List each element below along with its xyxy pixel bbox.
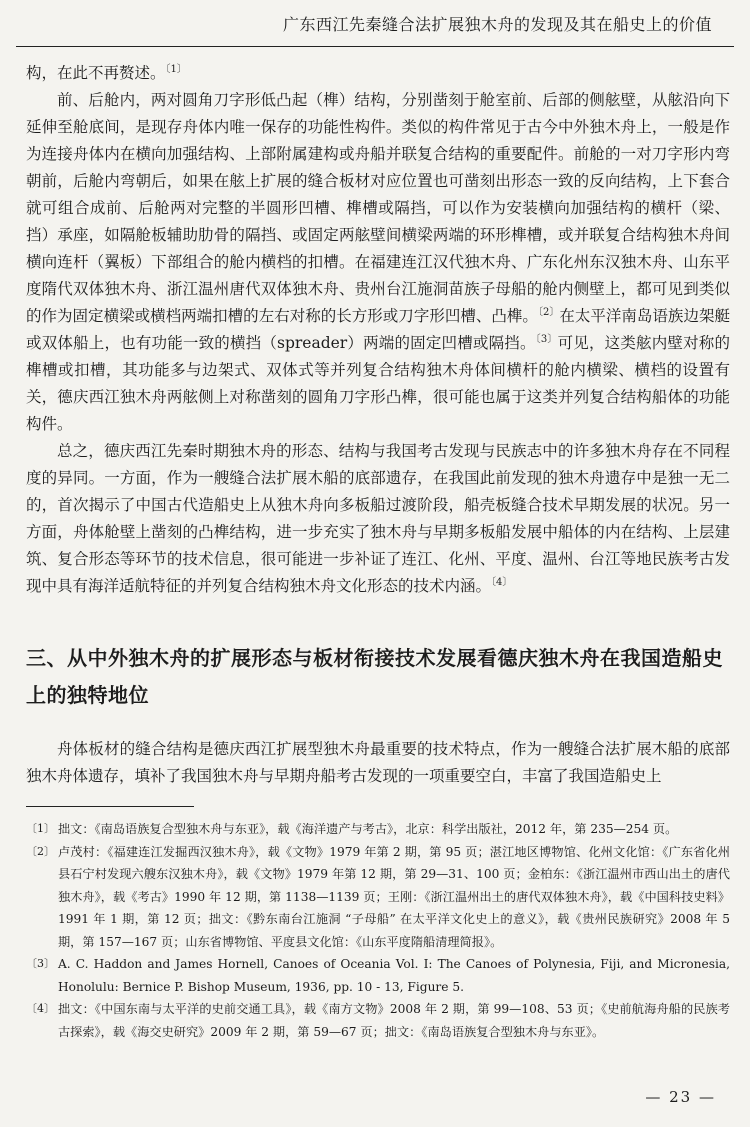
section-heading: 三、从中外独木舟的扩展形态与板材衔接技术发展看德庆独木舟在我国造船史上的独特地位 (26, 646, 723, 707)
footnote-ref-1[interactable]: 〔1〕 (165, 63, 187, 75)
paragraph-text: 构，在此不再赘述。 (26, 64, 166, 82)
paragraph-summary (26, 438, 730, 600)
footnote-divider (26, 806, 194, 807)
footnote-ref-4[interactable]: 〔4〕 (491, 576, 513, 588)
running-header: 广东西江先秦缝合法扩展独木舟的发现及其在船史上的价值 (282, 15, 712, 34)
footnote-number: 〔3〕 (26, 957, 55, 970)
footnote-ref-2[interactable]: 〔2〕 (537, 306, 560, 318)
footnote-item (26, 953, 730, 998)
paragraph-tenon-structure (26, 87, 730, 438)
header-rule (16, 46, 734, 47)
footnote-number: 〔2〕 (26, 844, 55, 858)
footnote-item (26, 841, 730, 954)
paragraph-section-intro: 舟体板材的缝合结构是德庆西江扩展型独木舟最重要的技术特点，作为一艘缝合法扩展木船的底部独木舟体遗存，填补了我国独木舟与早期舟船考古发现的一项重要空白，丰富了我国造船史上 (26, 740, 730, 785)
footnote-ref-3[interactable]: 〔3〕 (535, 333, 558, 345)
paragraph-continuation (26, 60, 730, 87)
footnote-text: 拙文：《南岛语族复合型独木舟与东亚》，载《海洋遗产与考古》，北京：科学出版社，2012 年，第 235—254 页。 (58, 822, 678, 836)
footnote-number: 〔1〕 (26, 822, 55, 835)
paragraph-text: 在太平洋南岛语族边架艇或双体船上，也有功能一致的横挡（spreader）两端的固定凹槽或隔挡。 (26, 307, 730, 352)
section-body (26, 736, 730, 790)
footnote-text: A. C. Haddon and James Hornell, Canoes of Oceania Vol. I: The Canoes of Polynesia, Fiji, and Micronesia, Honolulu: Bernice P. Bishop Museum, 1936, pp. 10 - 13, Figure 5. (58, 957, 730, 994)
paragraph-text: 前、后舱内，两对圆角刀字形低凸起（榫）结构，分别凿刻于舱室前、后部的侧舷壁，从舷沿向下延伸至舱底间，是现存舟体内唯一保存的功能性构件。类似的构件常见于古今中外独木舟上，一般是作为连接舟体内在横向加强结构、上部附属建构或舟船并联复合结构的重要配件。前舱的一对刀字形内弯朝前，后舱内弯朝后，如果在舷上扩展的缝合板材对应位置也可凿刻出形态一致的反向结构，上下套合就可组合成前、后舱两对完整的半圆形凹槽、榫槽或隔挡，可以作为安装横向加强结构的横杆（梁、挡）承座，如隔舱板辅助肋骨的隔挡、或固定两舷壁间横梁两端的环形榫槽，或并联复合结构独木舟间横向连杆（翼板）下部组合的舱内横档的扣槽。在福建连江汉代独木舟、广东化州东汉独木舟、山东平度隋代双体独木舟、浙江温州唐代双体独木舟、贵州台江施洞苗族子母船的舱内侧壁上，都可见到类似的作为固定横梁或横档两端扣槽的左右对称的长方形或刀字形凹槽、凸榫。 (26, 91, 730, 325)
main-body (26, 60, 730, 600)
footnotes (26, 818, 730, 1043)
page-number: — 23 — (645, 1088, 716, 1106)
footnote-text: 卢茂村：《福建连江发掘西汉独木舟》，载《文物》1979 年第 2 期，第 95 页；湛江地区博物馆、化州文化馆：《广东省化州县石宁村发现六艘东汉独木舟》，载《文物》1979 年第 12 期，第 29—31、100 页；金柏东：《浙江温州市西山出土的唐代独木舟》，载《考古》1990 年 12 期，第 1138—1139 页；王刚：《浙江温州出土的唐代双体独木舟》，载《中国科技史料》1991 年 1 期，第 12 页；拙文：《黔东南台江施洞 “子母船” 在太平洋文化史上的意义》，载《贵州民族研究》2008 年 5 期，第 157—167 页；山东省博物馆、平度县文化馆：《山东平度隋船清理简报》。 (58, 844, 730, 949)
footnote-item (26, 818, 730, 841)
footnote-item (26, 998, 730, 1043)
footnote-text: 拙文：《中国东南与太平洋的史前交通工具》，载《南方文物》2008 年 2 期，第 99—108、53 页；《史前航海舟船的民族考古探索》，载《海交史研究》2009 年 2 期，第 59—67 页；拙文：《南岛语族复合型独木舟与东亚》。 (58, 1002, 730, 1039)
paragraph-text: 总之，德庆西江先秦时期独木舟的形态、结构与我国考古发现与民族志中的许多独木舟存在不同程度的异同。一方面，作为一艘缝合法扩展木船的底部遗存，在我国此前发现的独木舟遗存中是独一无二的，首次揭示了中国古代造船史上从独木舟向多板船过渡阶段，船壳板缝合技术早期发展的状况。另一方面，舟体舱壁上凿刻的凸榫结构，进一步充实了独木舟与早期多板船发展中船体的内在结构、上层建筑、复合形态等环节的技术信息，很可能进一步补证了连江、化州、平度、温州、台江等地民族考古发现中具有海洋适航特征的并列复合结构独木舟文化形态的技术内涵。 (26, 442, 730, 595)
paragraph-text: 可见，这类舷内壁对称的榫槽或扣槽，其功能多与边架式、双体式等并列复合结构独木舟体间横杆的舱内横梁、横档的设置有关，德庆西江独木舟两舷侧上对称凿刻的圆角刀字形凸榫，很可能也属于这类并列复合结构船体的功能构件。 (26, 334, 730, 433)
footnote-number: 〔4〕 (26, 1002, 55, 1015)
